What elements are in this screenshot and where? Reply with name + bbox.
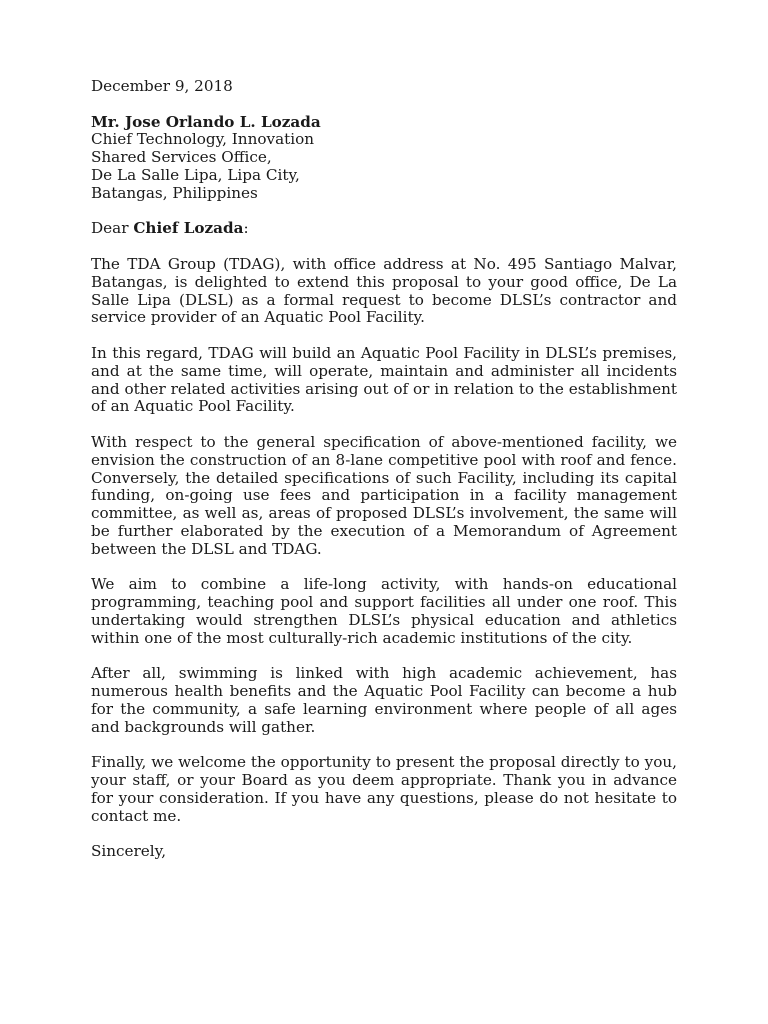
body-paragraph: The TDA Group (TDAG), with office address at No. 495 Santiago Malvar, Batangas, is delighted to extend this proposal to your good office, De La Salle Lipa (DLSL) as a formal request to become DLSL’s contractor and service provider of an Aquatic Pool Facility. (91, 254, 677, 327)
recipient-address-block (91, 114, 677, 203)
recipient-address-line: Batangas, Philippines (91, 183, 258, 202)
body-paragraph: With respect to the general specification of above-mentioned facility, we envision the construction of an 8-lane competitive pool with roof and fence. Conversely, the detailed specifications of such Facility, including its capital funding, on-going use fees and participation in a facility management committee, as well as, areas of proposed DLSL’s involvement, the same will be further elaborated by the execution of a Memorandum of Agreement between the DLSL and TDAG. (91, 432, 677, 558)
body-paragraph: Finally, we welcome the opportunity to present the proposal directly to you, your staff, or your Board as you deem appropriate. Thank you in advance for your consideration. If you have any questions, please do not hesitate to contact me. (91, 753, 677, 825)
letter-body (91, 78, 677, 861)
salutation-suffix: : (243, 219, 249, 238)
recipient-address-line: Chief Technology, Innovation (91, 130, 315, 149)
recipient-address-line: Shared Services Office, (91, 148, 272, 167)
body-paragraph: In this regard, TDAG will build an Aquatic Pool Facility in DLSL’s premises, and at the same time, will operate, maintain and administer all incidents and other related activities arising out of or in relation to the establishment of an Aquatic Pool Facility. (91, 343, 677, 416)
body-paragraph: After all, swimming is linked with high academic achievement, has numerous health benefits and the Aquatic Pool Facility can become a hub for the community, a safe learning environment where people of all ages and backgrounds will gather. (91, 664, 677, 736)
salutation-name: Chief Lozada (133, 219, 244, 238)
recipient-name: Mr. Jose Orlando L. Lozada (91, 112, 321, 131)
salutation-prefix: Dear (91, 219, 134, 238)
letter-date: December 9, 2018 (91, 77, 233, 95)
body-paragraph: We aim to combine a life-long activity, with hands-on educational programming, teaching pool and support facilities all under one roof. This undertaking would strengthen DLSL’s physical education and athletics within one of the most culturally-rich academic institutions of the city. (91, 575, 677, 647)
recipient-address-line: De La Salle Lipa, Lipa City, (91, 165, 300, 184)
salutation (91, 220, 677, 238)
closing: Sincerely, (91, 842, 167, 861)
